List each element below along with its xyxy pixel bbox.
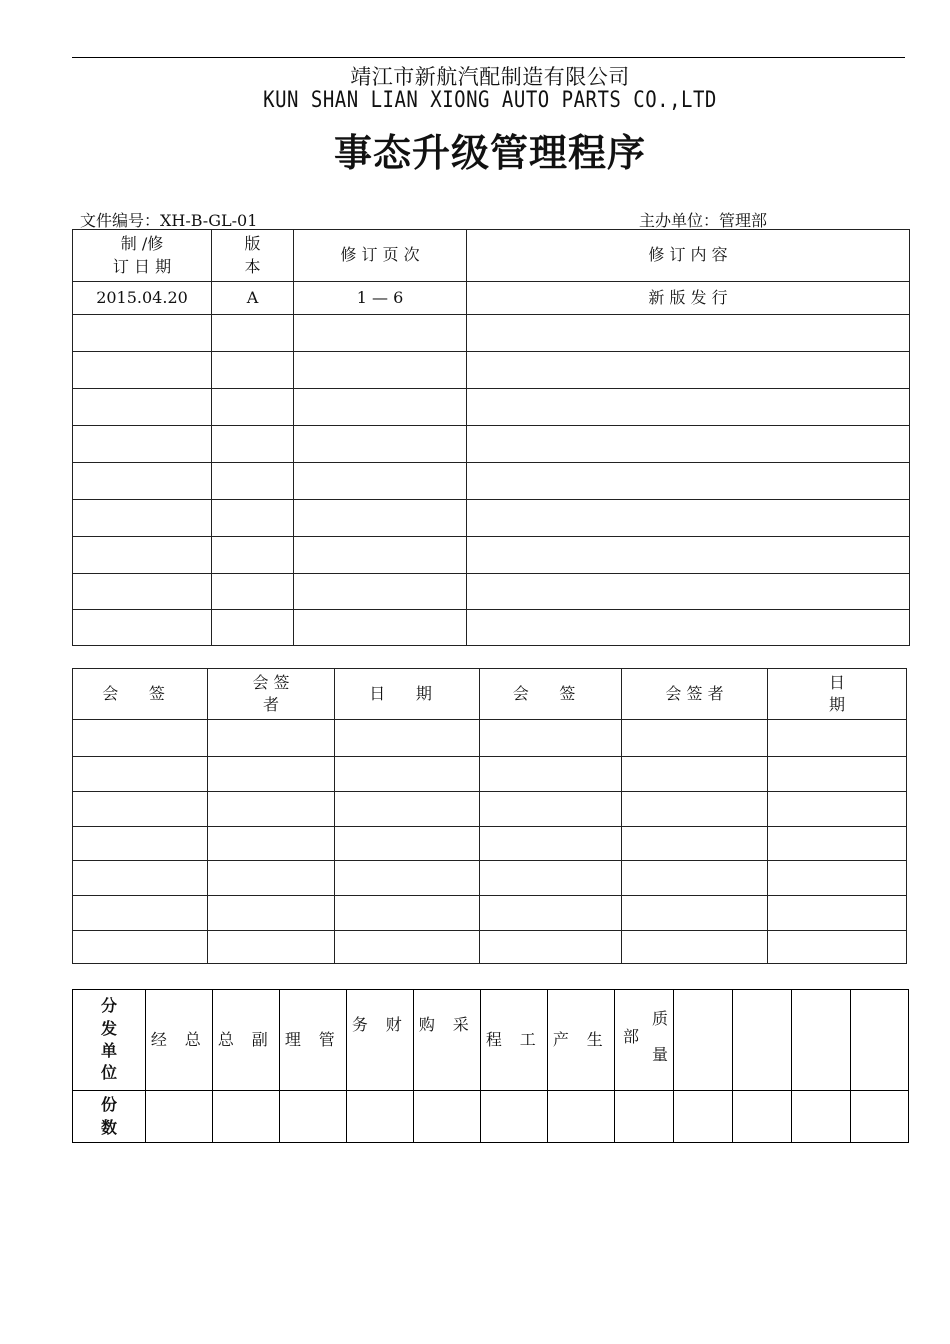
empty-cell bbox=[467, 610, 910, 646]
header-text: 订 日 期 bbox=[112, 256, 172, 276]
cell-version: A bbox=[212, 282, 294, 315]
empty-cell bbox=[73, 537, 212, 574]
header-text: 版 bbox=[244, 234, 261, 254]
empty-cell bbox=[280, 1091, 347, 1143]
unit-production: 产 生 bbox=[548, 990, 615, 1091]
empty-cell bbox=[294, 352, 467, 389]
empty-cell bbox=[792, 990, 851, 1091]
empty-cell bbox=[335, 827, 480, 861]
table-row bbox=[73, 792, 907, 827]
empty-cell bbox=[467, 463, 910, 500]
empty-cell bbox=[467, 537, 910, 574]
empty-cell bbox=[467, 426, 910, 463]
empty-cell bbox=[73, 463, 212, 500]
header-revision-content: 修 订 内 容 bbox=[467, 230, 910, 282]
header-text: 日 bbox=[828, 672, 845, 692]
header-countersigner bbox=[208, 669, 335, 720]
empty-cell bbox=[73, 610, 212, 646]
empty-cell bbox=[212, 389, 294, 426]
empty-cell bbox=[335, 931, 480, 964]
empty-cell bbox=[73, 500, 212, 537]
empty-cell bbox=[335, 792, 480, 827]
header-text: 制 /修 bbox=[120, 234, 164, 254]
empty-cell bbox=[208, 792, 335, 827]
empty-cell bbox=[73, 827, 208, 861]
company-name-cn: 靖江市新航汽配制造有限公司 bbox=[350, 65, 630, 89]
empty-cell bbox=[622, 827, 768, 861]
empty-cell bbox=[347, 1091, 414, 1143]
empty-cell bbox=[768, 827, 907, 861]
empty-cell bbox=[73, 315, 212, 352]
table-row bbox=[73, 574, 910, 610]
empty-cell bbox=[768, 861, 907, 896]
top-rule bbox=[72, 57, 905, 58]
empty-cell bbox=[480, 792, 622, 827]
empty-cell bbox=[294, 315, 467, 352]
table-row bbox=[73, 282, 910, 315]
empty-cell bbox=[467, 574, 910, 610]
empty-cell bbox=[480, 720, 622, 757]
empty-cell bbox=[335, 757, 480, 792]
table-row bbox=[73, 757, 907, 792]
table-row bbox=[73, 389, 910, 426]
cell-pages: 1 — 6 bbox=[294, 282, 467, 315]
empty-cell bbox=[335, 896, 480, 931]
header-countersigner-2: 会 签 者 bbox=[622, 669, 768, 720]
empty-cell bbox=[294, 426, 467, 463]
empty-cell bbox=[73, 720, 208, 757]
empty-cell bbox=[467, 500, 910, 537]
empty-cell bbox=[768, 931, 907, 964]
table-row bbox=[73, 931, 907, 964]
table-row bbox=[73, 463, 910, 500]
empty-cell bbox=[467, 352, 910, 389]
empty-cell bbox=[73, 896, 208, 931]
empty-cell bbox=[208, 931, 335, 964]
label-char: 部 bbox=[623, 1027, 640, 1046]
empty-cell bbox=[212, 315, 294, 352]
empty-cell bbox=[622, 861, 768, 896]
unit-finance: 务 财 bbox=[347, 990, 414, 1091]
cell-content: 新 版 发 行 bbox=[467, 282, 910, 315]
unit-quality bbox=[615, 990, 674, 1091]
header-date-2 bbox=[768, 669, 907, 720]
empty-cell bbox=[294, 500, 467, 537]
empty-cell bbox=[212, 574, 294, 610]
label-char: 质 bbox=[652, 1009, 669, 1028]
empty-cell bbox=[467, 315, 910, 352]
unit-purchasing: 购 采 bbox=[414, 990, 481, 1091]
cell-date: 2015.04.20 bbox=[73, 282, 212, 315]
empty-cell bbox=[73, 931, 208, 964]
revision-header-row bbox=[73, 230, 910, 282]
empty-cell bbox=[73, 426, 212, 463]
empty-cell bbox=[146, 1091, 213, 1143]
unit-general-manager: 经 总 bbox=[146, 990, 213, 1091]
header-date: 日 期 bbox=[335, 669, 480, 720]
empty-cell bbox=[73, 574, 212, 610]
empty-cell bbox=[212, 500, 294, 537]
empty-cell bbox=[73, 792, 208, 827]
empty-cell bbox=[208, 720, 335, 757]
table-row bbox=[73, 720, 907, 757]
header-text: 会 签 bbox=[252, 672, 290, 692]
header-text: 者 bbox=[262, 695, 279, 714]
empty-cell bbox=[622, 896, 768, 931]
empty-cell bbox=[208, 861, 335, 896]
empty-cell bbox=[733, 990, 792, 1091]
empty-cell bbox=[467, 389, 910, 426]
table-row bbox=[73, 827, 907, 861]
distribution-copies-row bbox=[73, 1091, 909, 1143]
label-char: 量 bbox=[652, 1045, 669, 1064]
table-row bbox=[73, 426, 910, 463]
empty-cell bbox=[212, 426, 294, 463]
header-countersign: 会 签 bbox=[73, 669, 208, 720]
table-row bbox=[73, 861, 907, 896]
empty-cell bbox=[212, 610, 294, 646]
empty-cell bbox=[213, 1091, 280, 1143]
header-revised-pages: 修 订 页 次 bbox=[294, 230, 467, 282]
table-row bbox=[73, 352, 910, 389]
empty-cell bbox=[212, 537, 294, 574]
empty-cell bbox=[414, 1091, 481, 1143]
empty-cell bbox=[480, 827, 622, 861]
distribution-table bbox=[72, 989, 909, 1143]
countersign-header-row bbox=[73, 669, 907, 720]
table-row bbox=[73, 896, 907, 931]
empty-cell bbox=[622, 931, 768, 964]
unit-deputy-general: 总 副 bbox=[213, 990, 280, 1091]
table-row bbox=[73, 500, 910, 537]
empty-cell bbox=[622, 757, 768, 792]
empty-cell bbox=[768, 757, 907, 792]
empty-cell bbox=[674, 990, 733, 1091]
empty-cell bbox=[212, 352, 294, 389]
distribution-unit-label bbox=[73, 990, 146, 1091]
empty-cell bbox=[294, 610, 467, 646]
responsible-department: 主办单位：管理部 bbox=[639, 211, 768, 230]
empty-cell bbox=[480, 861, 622, 896]
empty-cell bbox=[768, 792, 907, 827]
empty-cell bbox=[480, 896, 622, 931]
empty-cell bbox=[73, 352, 212, 389]
table-row bbox=[73, 610, 910, 646]
empty-cell bbox=[294, 389, 467, 426]
company-name-en: KUN SHAN LIAN XIONG AUTO PARTS CO.,LTD bbox=[263, 87, 717, 113]
table-row bbox=[73, 315, 910, 352]
header-countersign-2: 会 签 bbox=[480, 669, 622, 720]
label-char: 发 bbox=[100, 1018, 117, 1038]
empty-cell bbox=[622, 720, 768, 757]
header-version bbox=[212, 230, 294, 282]
empty-cell bbox=[294, 574, 467, 610]
empty-cell bbox=[73, 389, 212, 426]
empty-cell bbox=[851, 990, 909, 1091]
label-char: 分 bbox=[100, 996, 117, 1016]
label-char: 单 bbox=[100, 1041, 117, 1060]
copies-label bbox=[73, 1091, 146, 1143]
empty-cell bbox=[768, 720, 907, 757]
empty-cell bbox=[792, 1091, 851, 1143]
empty-cell bbox=[548, 1091, 615, 1143]
document-number: 文件编号：XH-B-GL-01 bbox=[80, 211, 258, 230]
countersign-table bbox=[72, 668, 907, 964]
empty-cell bbox=[622, 792, 768, 827]
table-row bbox=[73, 537, 910, 574]
header-text: 期 bbox=[828, 695, 845, 714]
empty-cell bbox=[674, 1091, 733, 1143]
empty-cell bbox=[481, 1091, 548, 1143]
empty-cell bbox=[851, 1091, 909, 1143]
unit-management: 理 管 bbox=[280, 990, 347, 1091]
empty-cell bbox=[294, 537, 467, 574]
label-char: 数 bbox=[100, 1117, 117, 1137]
empty-cell bbox=[73, 861, 208, 896]
empty-cell bbox=[615, 1091, 674, 1143]
empty-cell bbox=[294, 463, 467, 500]
document-title: 事态升级管理程序 bbox=[333, 131, 646, 175]
empty-cell bbox=[208, 757, 335, 792]
empty-cell bbox=[335, 861, 480, 896]
empty-cell bbox=[208, 896, 335, 931]
revision-table bbox=[72, 229, 910, 646]
empty-cell bbox=[768, 896, 907, 931]
empty-cell bbox=[480, 757, 622, 792]
empty-cell bbox=[212, 463, 294, 500]
label-char: 份 bbox=[100, 1095, 117, 1115]
empty-cell bbox=[335, 720, 480, 757]
unit-engineering: 程 工 bbox=[481, 990, 548, 1091]
empty-cell bbox=[73, 757, 208, 792]
distribution-units-row bbox=[73, 990, 909, 1091]
empty-cell bbox=[208, 827, 335, 861]
header-text: 本 bbox=[244, 256, 261, 276]
header-revision-date bbox=[73, 230, 212, 282]
label-char: 位 bbox=[100, 1063, 117, 1083]
empty-cell bbox=[733, 1091, 792, 1143]
empty-cell bbox=[480, 931, 622, 964]
